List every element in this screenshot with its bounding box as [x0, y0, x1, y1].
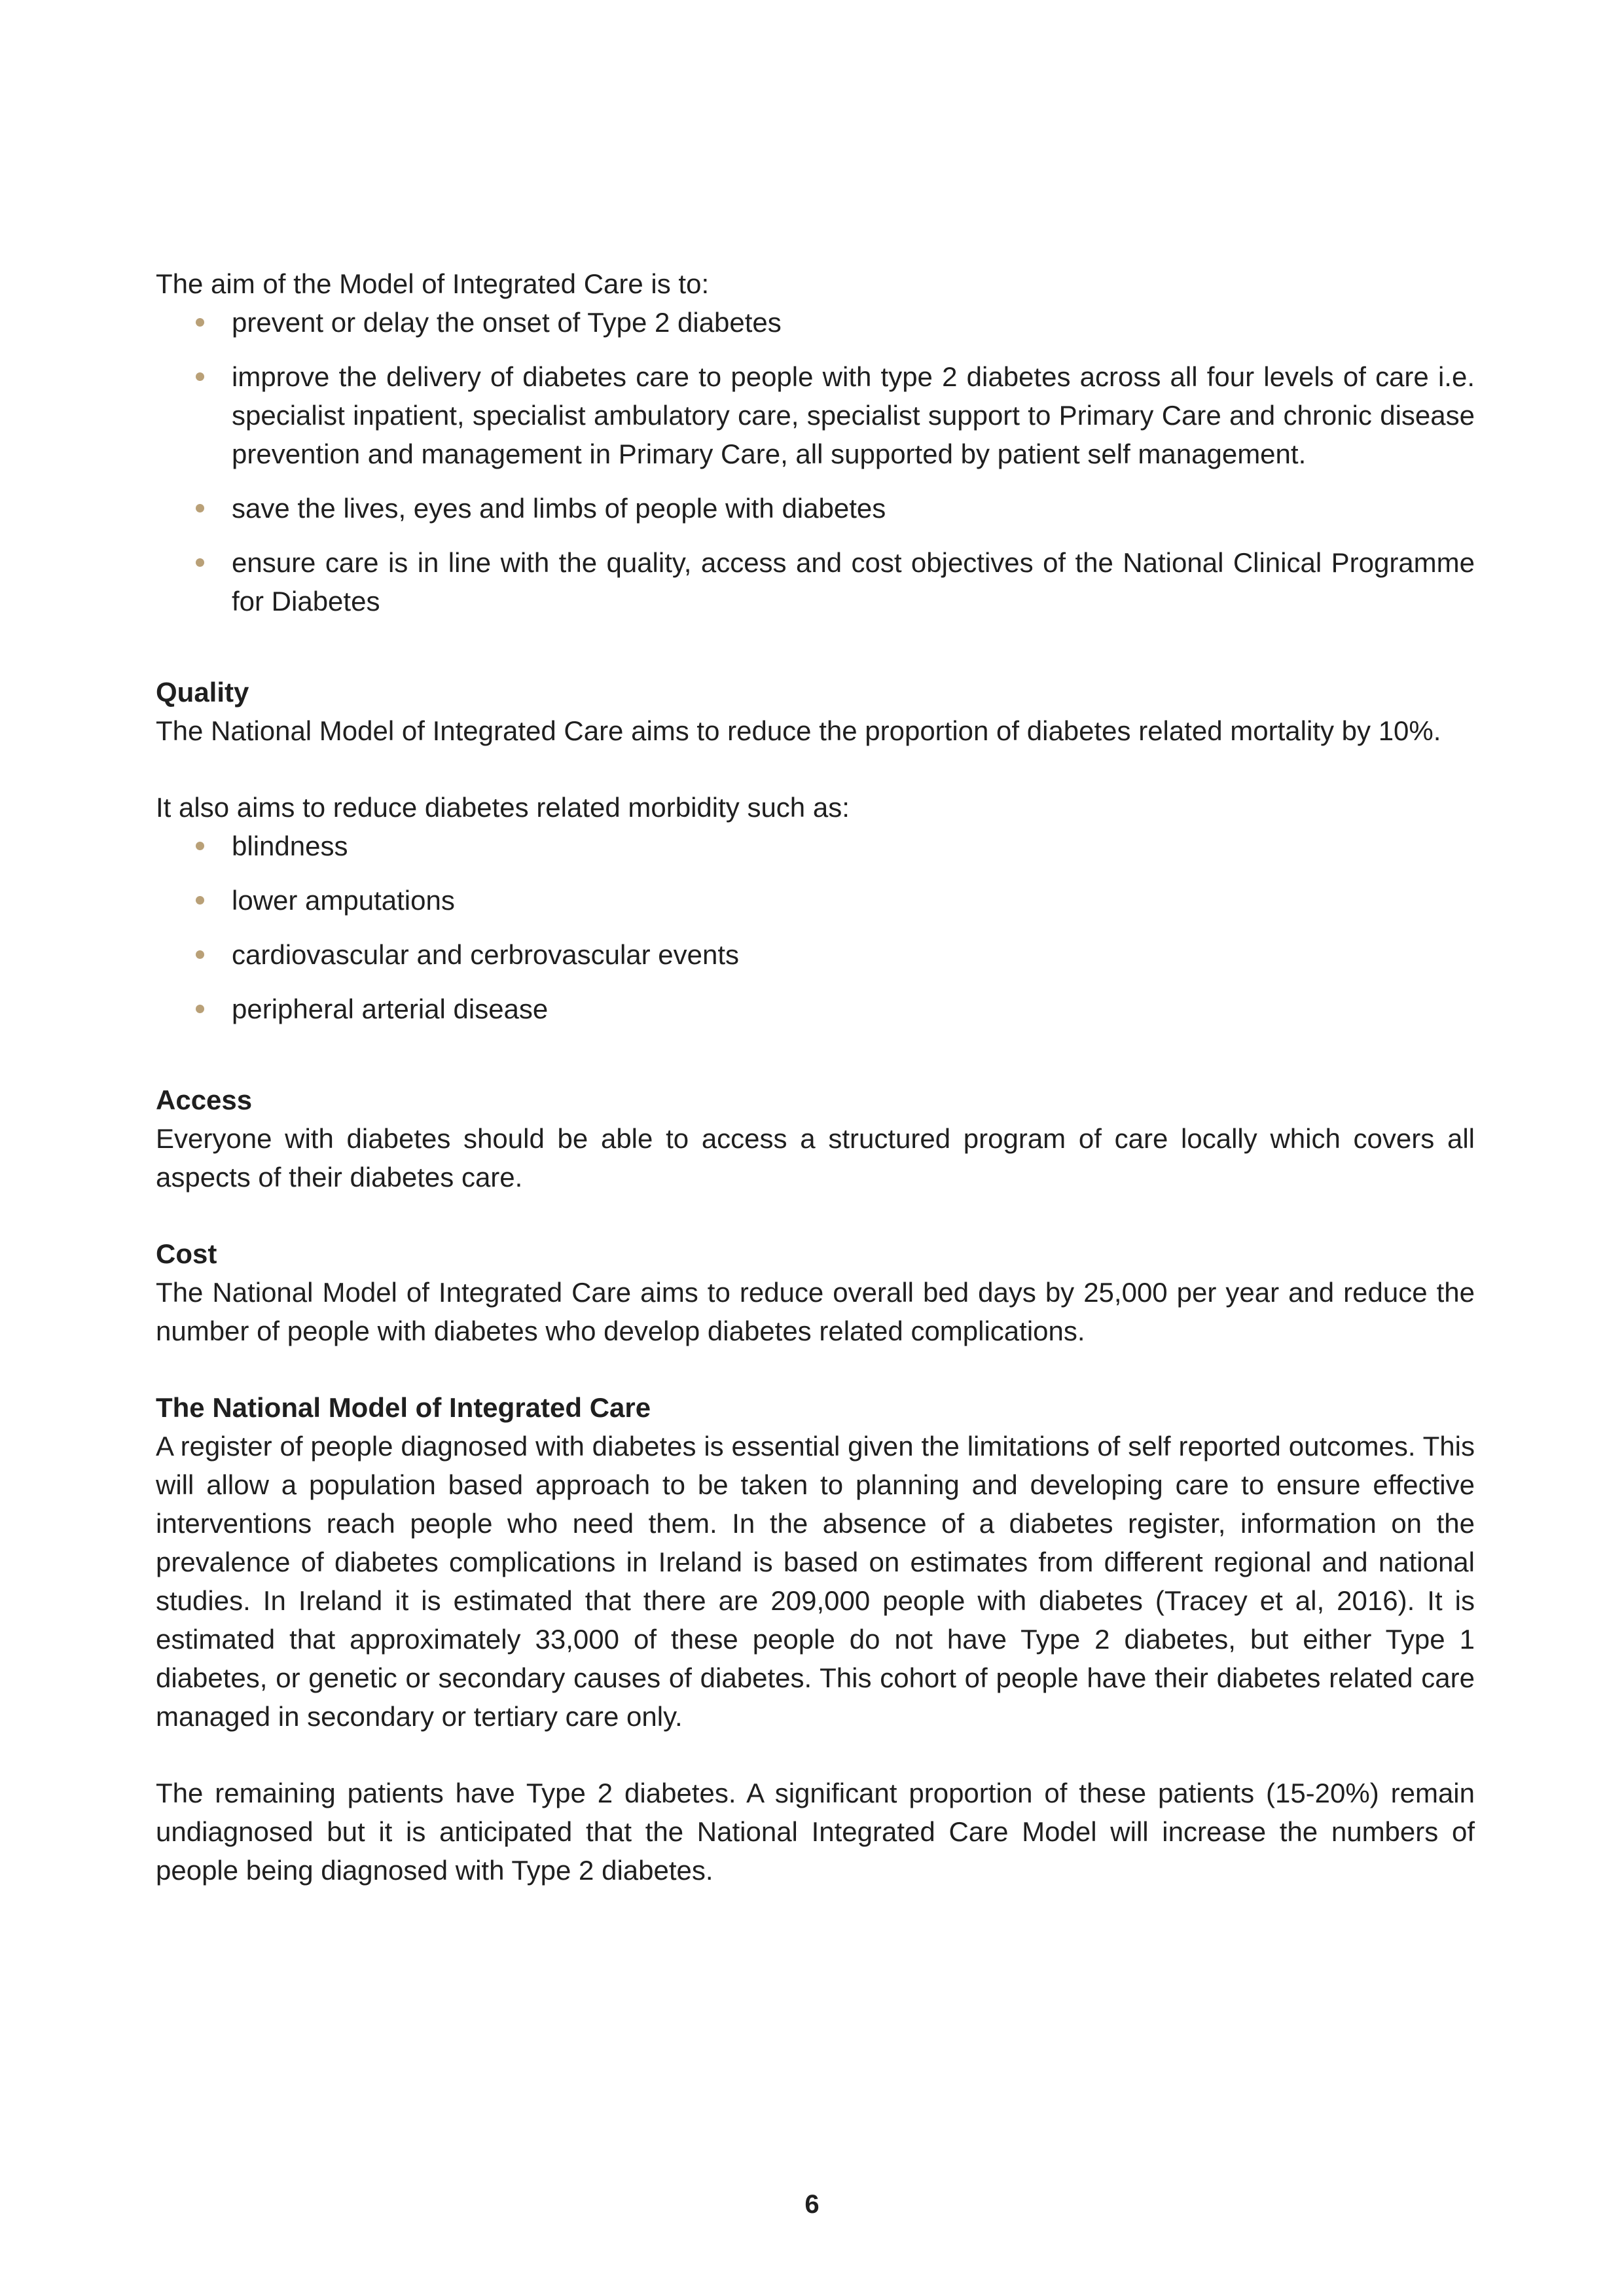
document-body [156, 264, 1475, 1890]
bullet-icon [196, 896, 204, 905]
bullet-icon [196, 558, 204, 567]
national-model-heading: The National Model of Integrated Care [156, 1392, 651, 1423]
list-item: cardiovascular and cerbrovascular events [232, 935, 1475, 974]
cost-heading: Cost [156, 1238, 217, 1269]
national-model-paragraph: The remaining patients have Type 2 diabetes. A significant proportion of these patients (15-20%) remain undiagnosed but it is anticipated that the National Integrated Care Model will increase the numbers of people being diagnosed with Type 2 diabetes. [156, 1778, 1475, 1886]
list-item: ensure care is in line with the quality, access and cost objectives of the National Clinical Programme for Diabetes [232, 543, 1475, 620]
list-item: prevent or delay the onset of Type 2 diabetes [232, 303, 1475, 342]
intro-lead: The aim of the Model of Integrated Care is to: [156, 268, 710, 299]
bullet-icon [196, 372, 204, 381]
bullet-icon [196, 504, 204, 512]
list-item: improve the delivery of diabetes care to people with type 2 diabetes across all four levels of care i.e. specialist inpatient, specialist ambulatory care, specialist support to Primary Care and chronic disease prevention and management in Primary Care, all supported by patient self management. [232, 357, 1475, 473]
list-item: lower amputations [232, 881, 1475, 920]
list-item: save the lives, eyes and limbs of people with diabetes [232, 489, 1475, 528]
list-item: blindness [232, 827, 1475, 865]
morbidity-list [156, 827, 1475, 1028]
cost-text: The National Model of Integrated Care aims to reduce overall bed days by 25,000 per year and reduce the number of people with diabetes who develop diabetes related complications. [156, 1277, 1475, 1346]
bullet-icon [196, 1005, 204, 1013]
quality-text: The National Model of Integrated Care aims to reduce the proportion of diabetes related mortality by 10%. [156, 715, 1441, 746]
aims-list [156, 303, 1475, 620]
access-text: Everyone with diabetes should be able to access a structured program of care locally which covers all aspects of their diabetes care. [156, 1123, 1475, 1193]
page-number: 6 [804, 2190, 820, 2219]
bullet-icon [196, 318, 204, 327]
quality-lead: It also aims to reduce diabetes related morbidity such as: [156, 792, 850, 823]
quality-heading: Quality [156, 677, 249, 708]
bullet-icon [196, 950, 204, 959]
national-model-paragraph: A register of people diagnosed with diabetes is essential given the limitations of self reported outcomes. This will allow a population based approach to be taken to planning and developing care to ensure effective interventions reach people who need them. In the absence of a diabetes register, information on the prevalence of diabetes complications in Ireland is based on estimates from different regional and national studies. In Ireland it is estimated that there are 209,000 people with diabetes (Tracey et al, 2016). It is estimated that approximately 33,000 of these people do not have Type 2 diabetes, but either Type 1 diabetes, or genetic or secondary causes of diabetes. This cohort of people have their diabetes related care managed in secondary or tertiary care only. [156, 1431, 1475, 1732]
list-item: peripheral arterial disease [232, 990, 1475, 1028]
bullet-icon [196, 842, 204, 850]
access-heading: Access [156, 1085, 253, 1115]
